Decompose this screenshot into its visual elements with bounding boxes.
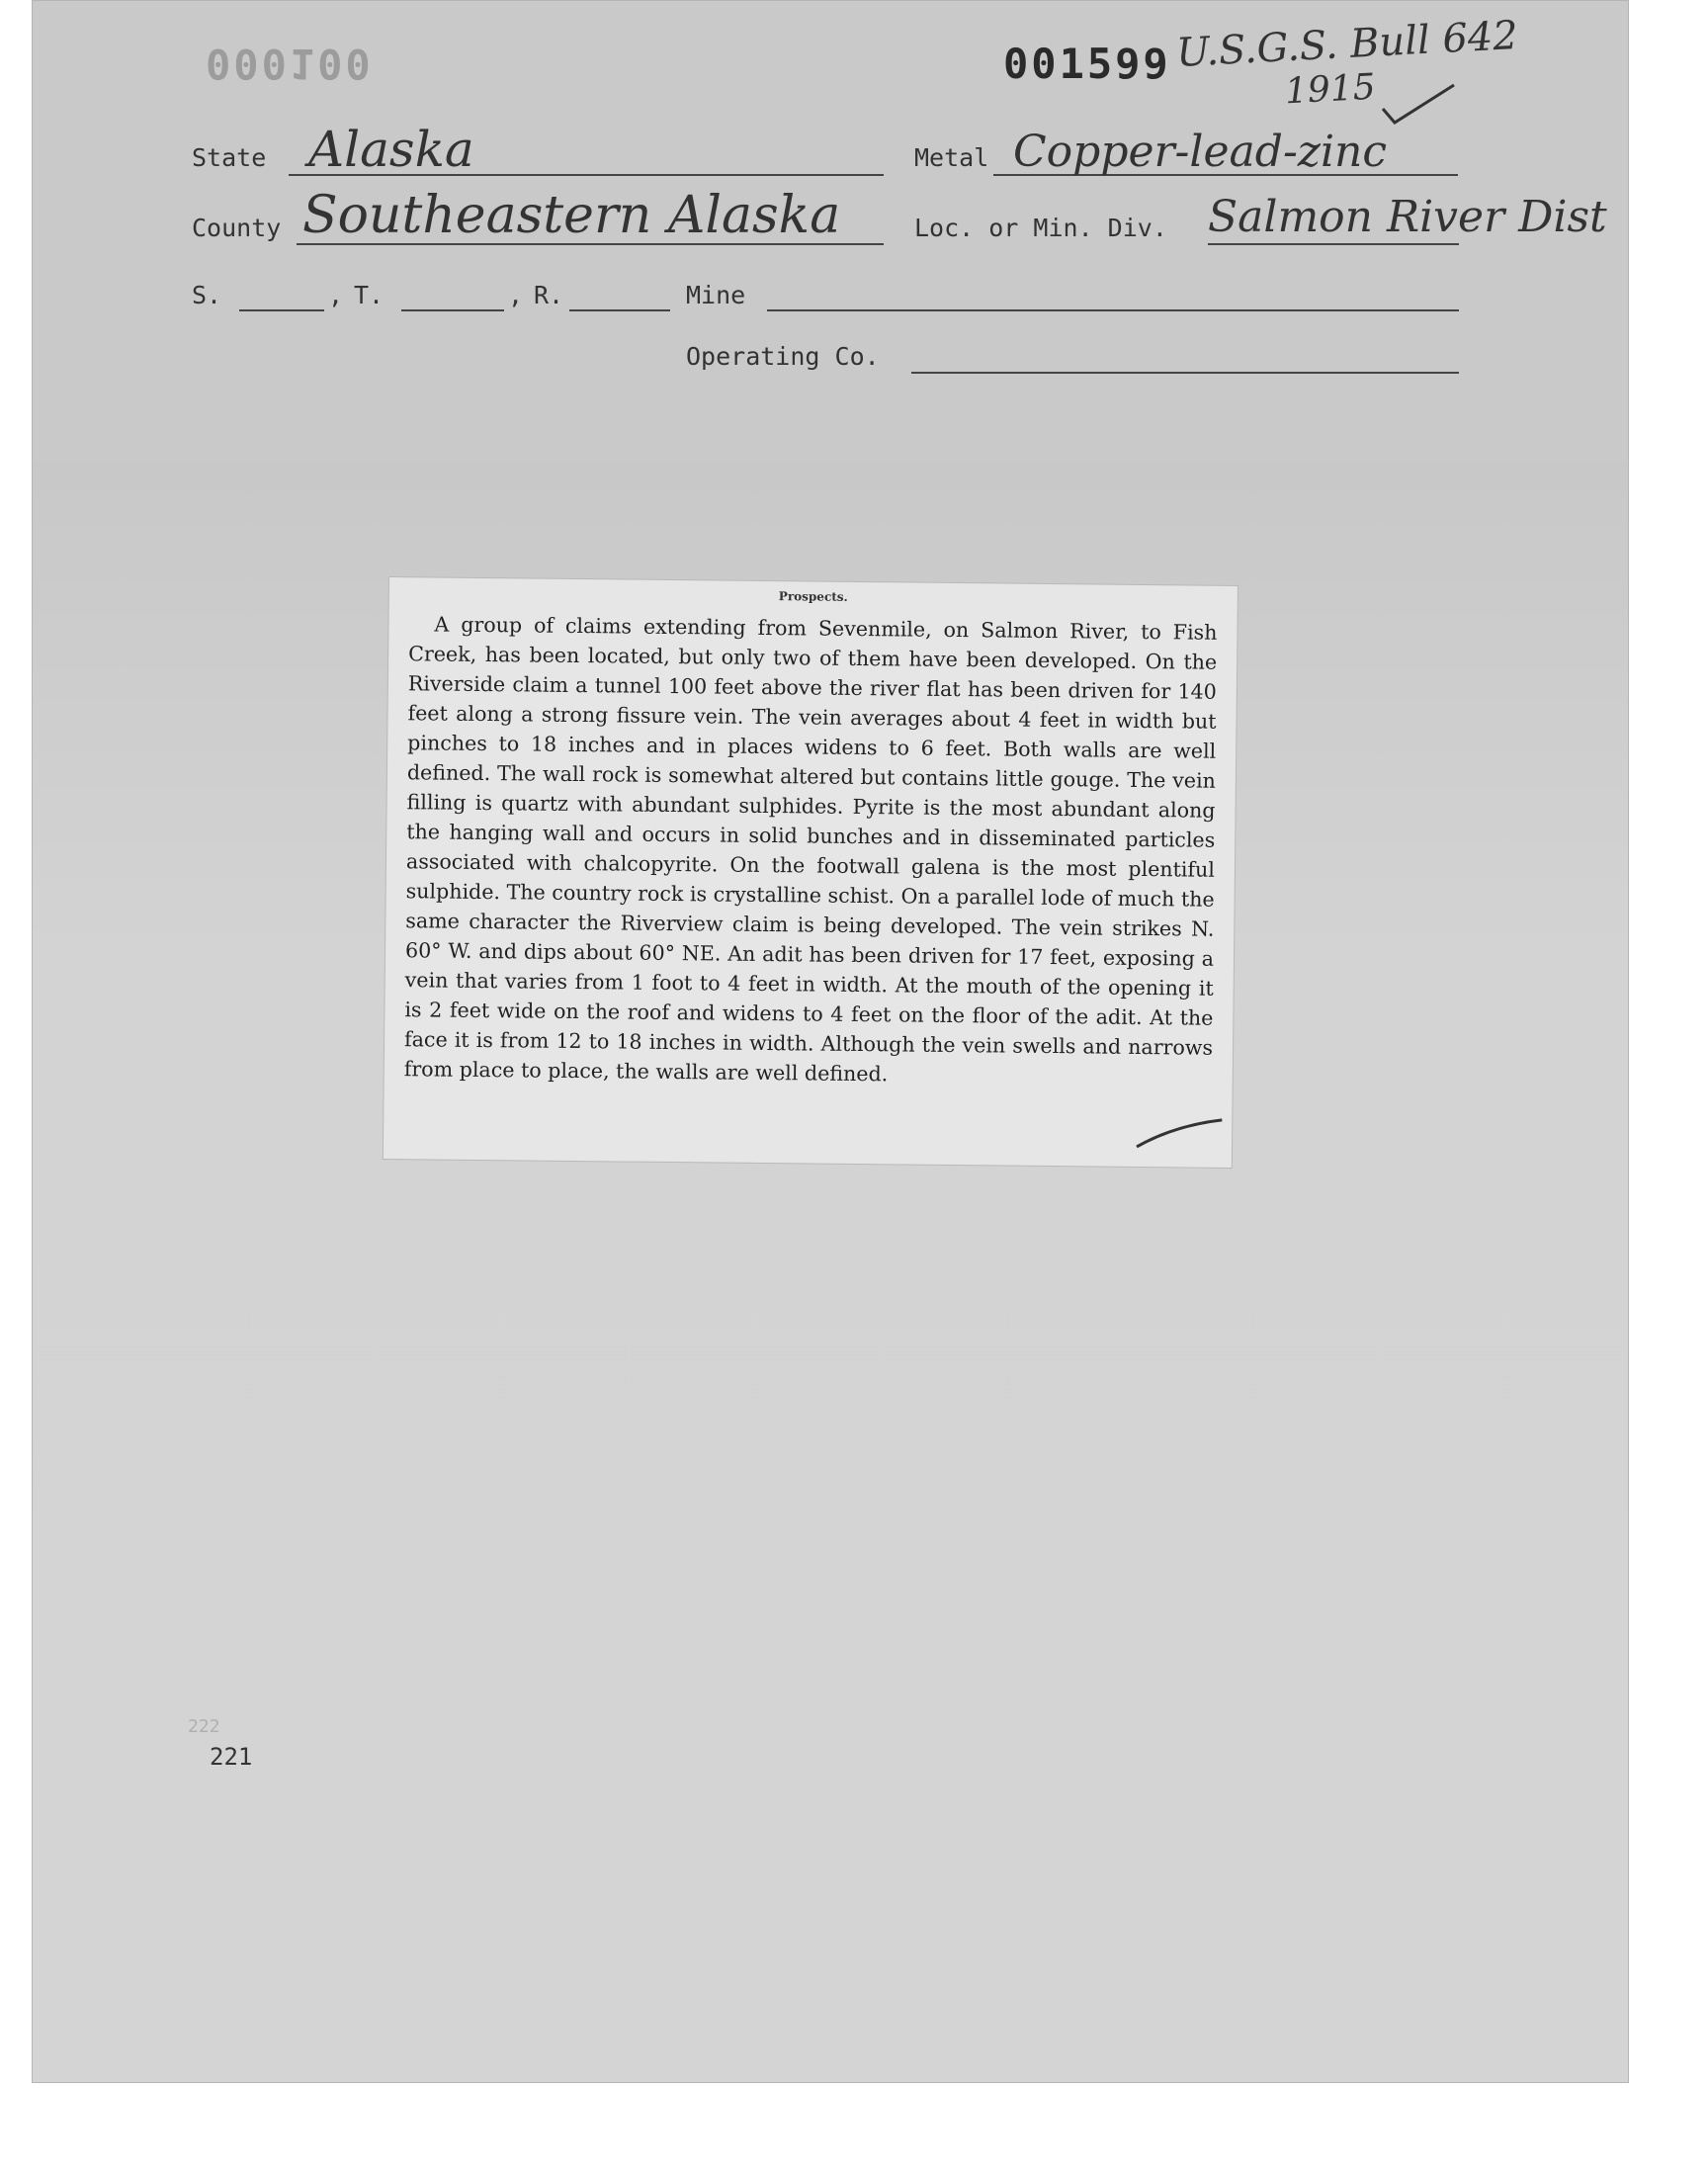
section-line (239, 309, 324, 311)
county-label: County (192, 214, 282, 242)
clipping-text: A group of claims extending from Sevenmile, on Salmon River, to Fish Creek, has been located, but only two of them have been developed. On the Riverside claim a tunnel 100 feet above the river flat has been driven for 140 feet along a strong fissure vein. The vein averages about 4 feet in width but pinches to 18 inches and in places widens to 6 feet. Both walls are well defined. The wall rock is somewhat altered but contains little gouge. The vein filling is quartz with abundant sulphides. Pyrite is the most abundant along the hanging wall and occurs in solid bunches and in disseminated particles associated with chalcopyrite. On the footwall galena is the most plentiful sulphide. The country rock is crystalline schist. On a parallel lode of much the same character the Riverview claim is being developed. The vein strikes N. 60° W. and dips about 60° NE. An adit has been driven for 17 feet, exposing a vein that varies from 1 foot to 4 feet in width. At the mouth of the opening it is 2 feet wide on the roof and widens to 4 feet on the floor of the adit. At the face it is from 12 to 18 inches in width. Although the vein swells and narrows from place to place, the walls are well defined. (403, 612, 1218, 1087)
record-number-stamp: 001599 (1003, 40, 1171, 88)
faded-stamp-number: 000100 (206, 40, 374, 88)
check-mark-icon (1379, 79, 1458, 129)
township-line (401, 309, 504, 311)
operating-line (911, 372, 1459, 374)
state-value: Alaska (308, 121, 474, 178)
township-label: T. (354, 281, 384, 309)
loc-line (1208, 243, 1459, 245)
county-value: Southeastern Alaska (302, 186, 841, 245)
range-line (569, 309, 670, 311)
faded-page-number: 222 (188, 1716, 220, 1737)
metal-value: Copper-lead-zinc (1013, 127, 1388, 177)
pencil-mark-icon (1135, 1115, 1226, 1152)
range-label: R. (534, 281, 564, 309)
metal-label: Metal (914, 143, 989, 172)
source-note-line2: 1915 (1283, 66, 1377, 113)
state-label: State (192, 143, 267, 172)
operating-label: Operating Co. (686, 342, 880, 371)
clipping-heading: Prospects. (778, 589, 848, 604)
mine-line (767, 309, 1459, 311)
section-label: S. (192, 281, 222, 309)
loc-label: Loc. or Min. Div. (914, 214, 1167, 242)
newspaper-clipping (384, 577, 1238, 1168)
loc-value: Salmon River Dist (1208, 192, 1607, 242)
page-number: 221 (210, 1743, 253, 1771)
source-note-line1: U.S.G.S. Bull 642 (1175, 12, 1519, 77)
mine-label: Mine (686, 281, 746, 309)
